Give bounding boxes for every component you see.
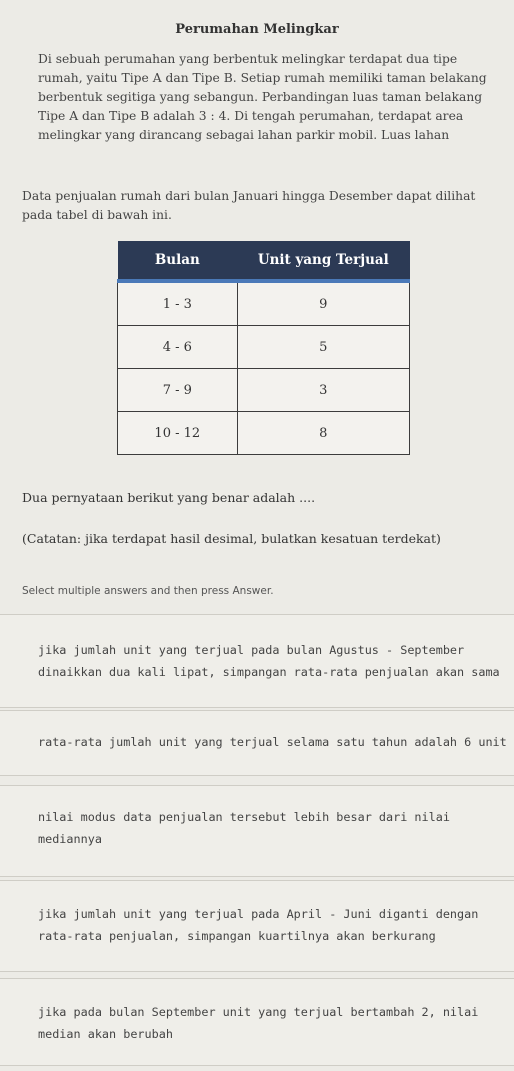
answer-option-label: nilai modus data penjualan tersebut lebih besar dari nilai mediannya [38,810,450,846]
table-cell-month: 10 - 12 [118,412,238,455]
data-intro-paragraph: Data penjualan rumah dari bulan Januari hingga Desember dapat dilihat pada tabel di bawah ini. [22,189,476,222]
answer-option-3[interactable] [0,785,514,877]
intro-paragraph: Di sebuah perumahan yang berbentuk melingkar terdapat dua tipe rumah, yaitu Tipe A dan Tipe B. Setiap rumah memiliki taman belakang berbentuk segitiga yang sebangun. Perbandingan luas taman belakang Tipe A dan Tipe B adalah 3 : 4. Di tengah perumahan, terdapat area melingkar yang dirancang sebagai lahan parkir mobil. Luas lahan [38,52,487,142]
answer-option-2[interactable] [0,710,514,776]
table-cell-units: 8 [237,412,409,455]
table-header-month: Bulan [118,241,238,281]
answer-option-label: jika jumlah unit yang terjual pada bulan Agustus - September dinaikkan dua kali lipat, simpangan rata-rata penjualan akan sama [38,643,500,679]
table-cell-units: 3 [237,369,409,412]
table-header-row [118,241,410,281]
question-text: Dua pernyataan berikut yang benar adalah .... [22,490,316,505]
answer-option-label: jika jumlah unit yang terjual pada April - Juni diganti dengan rata-rata penjualan, simpangan kuartilnya akan berkurang [38,907,479,943]
sales-table [117,241,410,455]
table-cell-units: 5 [237,326,409,369]
table-cell-month: 7 - 9 [118,369,238,412]
answer-option-4[interactable] [0,880,514,972]
table-cell-units: 9 [237,281,409,326]
answer-option-1[interactable] [0,614,514,708]
table-cell-month: 4 - 6 [118,326,238,369]
table-row [118,281,410,326]
table-row [118,369,410,412]
table-row [118,326,410,369]
question-note: (Catatan: jika terdapat hasil desimal, bulatkan kesatuan terdekat) [22,531,441,546]
table-cell-month: 1 - 3 [118,281,238,326]
page-title: Perumahan Melingkar [175,22,339,37]
answer-instruction: Select multiple answers and then press Answer. [22,585,274,597]
table-header-units: Unit yang Terjual [237,241,409,281]
answer-option-5[interactable] [0,978,514,1066]
answer-option-label: rata-rata jumlah unit yang terjual selama satu tahun adalah 6 unit [38,735,507,749]
table-row [118,412,410,455]
answer-option-label: jika pada bulan September unit yang terjual bertambah 2, nilai median akan berubah [38,1005,479,1041]
